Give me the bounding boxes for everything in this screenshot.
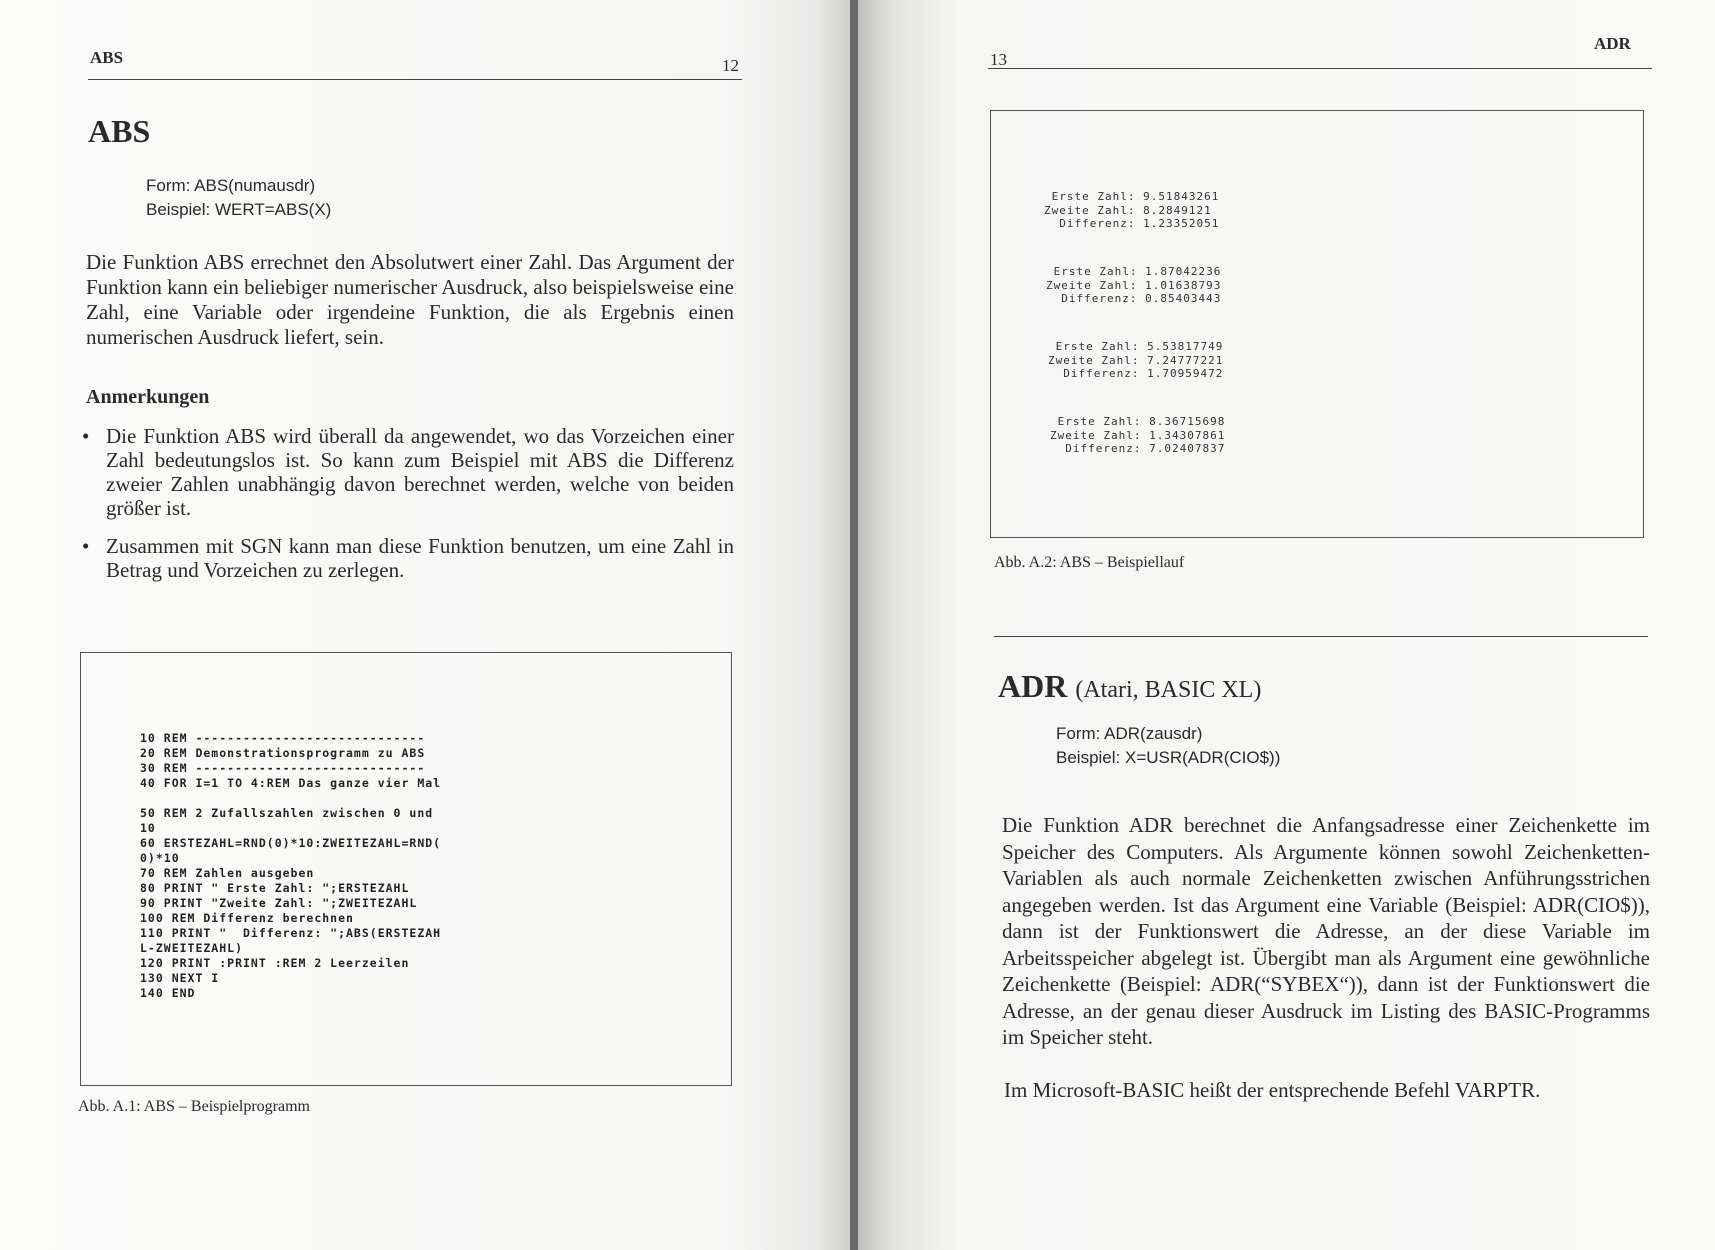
header-rule bbox=[88, 79, 742, 80]
description-paragraph: Die Funktion ADR berechnet die Anfangsadresse einer Zeichenkette im Speicher des Computers. Als Argumente können sowohl Zeichenketten-Variablen als auch normale Zeichenketten zwischen Anführungsstrichen angegeben werden. Ist das Argument eine Variable (Beispiel: ADR(CIO$)), dann ist der Funktionswert die Adresse, an der diese Variable im Arbeitsspeicher abgelegt ist. Übergibt man als Argument eine gewöhnliche Zeichenkette (Beispiel: ADR(“SYBEX“)), dann ist der Funktionswert die Adresse, an der genau dieser Ausdruck im Listing des BASIC-Programms im Speicher steht. bbox=[1002, 813, 1650, 1049]
header-rule bbox=[988, 68, 1652, 69]
section-title: ABS bbox=[88, 113, 151, 149]
page-number: 12 bbox=[722, 56, 739, 75]
syntax-form bbox=[146, 174, 331, 222]
program-listing: 10 REM ----------------------------- 20 REM Demonstrationsprogramm zu ABS 30 REM ----------------------------- 40 FOR I=1 TO 4:REM Das ganze vier Mal 50 REM 2 Zufallszahlen zwischen 0 und 10 60 ERSTEZAHL=RND(0)*10:ZWEITEZAHL=RND( 0)*10 70 REM Zahlen ausgeben 80 PRINT " Erste Zahl: ";ERSTEZAHL 90 PRINT "Zweite Zahl: ";ZWEITEZAHL 100 REM Differenz berechnen 110 PRINT " Differenz: ";ABS(ERSTEZAH L-ZWEITEZAHL) 120 PRINT :PRINT :REM 2 Leerzeilen 130 NEXT I 140 END bbox=[140, 731, 442, 1000]
sample-output-frame bbox=[990, 110, 1644, 538]
section-title-suffix: (Atari, BASIC XL) bbox=[1075, 677, 1262, 703]
example-line: Beispiel: X=USR(ADR(CIO$)) bbox=[1056, 748, 1281, 767]
note-item: • Zusammen mit SGN kann man diese Funktion benutzen, um eine Zahl in Betrag und Vorzeichen zu zerlegen. bbox=[82, 534, 734, 582]
syntax-form bbox=[1056, 722, 1280, 770]
running-header: ABS bbox=[90, 48, 124, 67]
left-page bbox=[0, 0, 850, 1250]
section-title bbox=[998, 668, 1261, 705]
figure-caption: Abb. A.2: ABS – Beispiellauf bbox=[994, 554, 1185, 571]
form-line: Form: ABS(numausdr) bbox=[146, 176, 316, 195]
example-line: Beispiel: WERT=ABS(X) bbox=[146, 200, 332, 219]
notes-list bbox=[82, 424, 734, 596]
intro-paragraph: Die Funktion ABS errechnet den Absolutwert einer Zahl. Das Argument der Funktion kann ein beliebiger numerischer Ausdruck, also beispielsweise eine Zahl, eine Variable oder irgendeine Funktion, die als Ergebnis einen numerischen Ausdruck liefert, sein. bbox=[86, 250, 734, 349]
figure-caption: Abb. A.1: ABS – Beispielprogramm bbox=[78, 1098, 310, 1115]
right-page bbox=[858, 0, 1715, 1250]
note-item: • Die Funktion ABS wird überall da angewendet, wo das Vorzeichen einer Zahl bedeutungslos ist. So kann zum Beispiel mit ABS die Differenz zweier Zahlen unabhängig davon berechnet werden, welche von beiden größer ist. bbox=[82, 424, 734, 520]
output-block: Erste Zahl: 5.53817749 Zweite Zahl: 7.24777221 Differenz: 1.70959472 bbox=[1048, 340, 1224, 380]
notes-heading: Anmerkungen bbox=[86, 386, 210, 408]
form-line: Form: ADR(zausdr) bbox=[1056, 724, 1203, 743]
book-gutter bbox=[850, 0, 858, 1250]
page-number: 13 bbox=[990, 50, 1007, 69]
running-header: ADR bbox=[1594, 34, 1631, 53]
section-title-text: ADR bbox=[998, 668, 1068, 704]
note-paragraph: Im Microsoft-BASIC heißt der entsprechende Befehl VARPTR. bbox=[1004, 1078, 1541, 1102]
output-block: Erste Zahl: 9.51843261 Zweite Zahl: 8.2849121 Differenz: 1.23352051 bbox=[1044, 190, 1220, 230]
output-block: Erste Zahl: 1.87042236 Zweite Zahl: 1.01638793 Differenz: 0.85403443 bbox=[1046, 265, 1222, 305]
output-block: Erste Zahl: 8.36715698 Zweite Zahl: 1.34307861 Differenz: 7.02407837 bbox=[1050, 415, 1226, 455]
section-divider bbox=[994, 636, 1648, 637]
